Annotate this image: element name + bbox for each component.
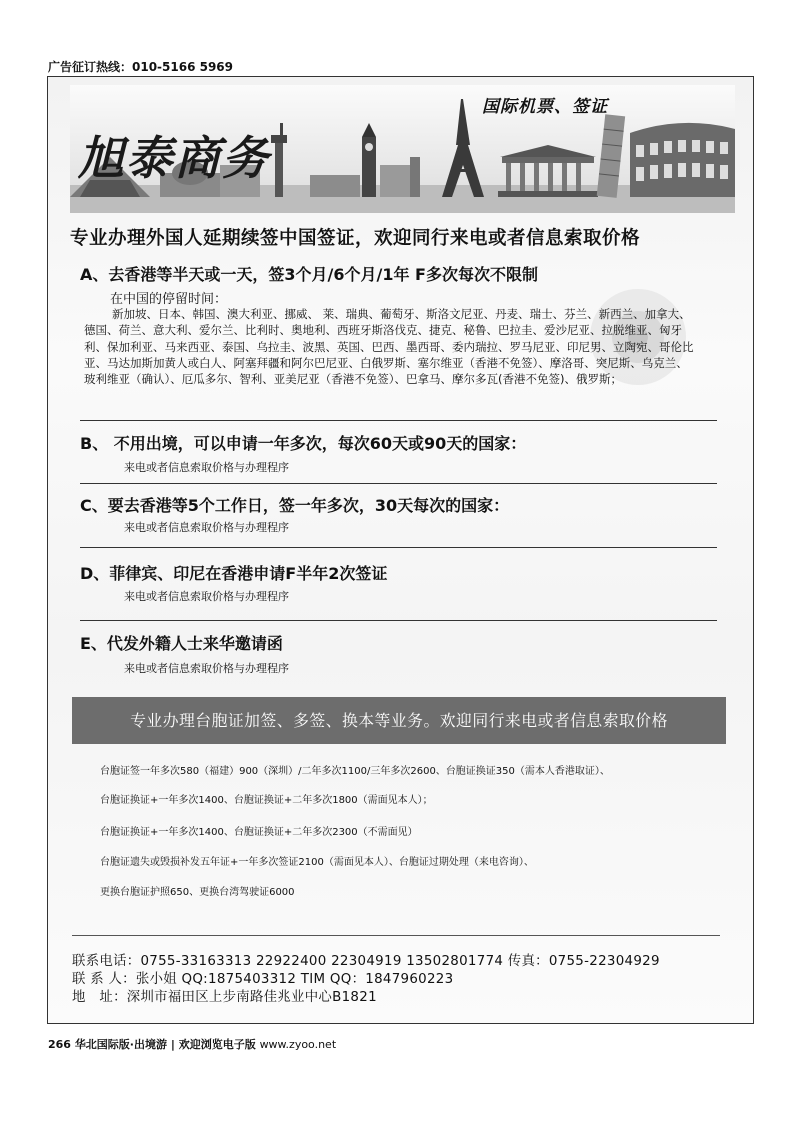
slogan: 国际机票、签证: [482, 97, 608, 117]
taiwan-service-item: 更换台胞证护照650、更换台湾驾驶证6000: [100, 887, 295, 898]
taiwan-service-item: 台胞证换证+一年多次1400、台胞证换证+二年多次1800（需面见本人）；: [100, 795, 433, 806]
page-footer: [48, 1036, 336, 1052]
website-link[interactable]: www.zyoo.net: [259, 1038, 337, 1051]
page-number: 266: [48, 1038, 71, 1051]
taiwan-services-banner: 专业办理台胞证加签、多签、换本等业务。欢迎同行来电或者信息索取价格: [72, 697, 726, 744]
section-d-title: D、菲律宾、印尼在香港申请F半年2次签证: [80, 564, 388, 583]
section-e-subtitle: 来电或者信息索取价格与办理程序: [124, 662, 289, 675]
section-b-subtitle: 来电或者信息索取价格与办理程序: [124, 461, 289, 474]
section-b-title: B、 不用出境，可以申请一年多次，每次60天或90天的国家：: [80, 434, 527, 453]
magazine-name: 华北国际版·出境游: [74, 1038, 167, 1051]
section-d-subtitle: 来电或者信息索取价格与办理程序: [124, 590, 289, 603]
brand-logo-text: 旭泰商务: [78, 131, 270, 185]
divider: [72, 935, 720, 936]
section-a-title: A、去香港等半天或一天，签3个月/6个月/1年 F多次每次不限制: [80, 265, 538, 284]
divider: [80, 483, 717, 484]
divider: [80, 620, 717, 621]
divider: [80, 547, 717, 548]
section-c-title: C、要去香港等5个工作日，签一年多次，30天每次的国家：: [80, 496, 510, 515]
country-list: 新加坡、日本、韩国、澳大利亚、挪威、 莱、瑞典、葡萄牙、斯洛文尼亚、丹麦、瑞士、芬兰、新西兰、加拿大、德国、荷兰、意大利、爱尔兰、比利时、奥地利、西班牙斯洛伐克、捷克、秘鲁、巴拉圭、爱沙尼亚、拉脱维亚、匈牙利、保加利亚、马来西亚、泰国、乌拉圭、波黑、英国、巴西、墨西哥、委内瑞拉、罗马尼亚、印尼男、立陶宛、哥伦比亚、马达加斯加黄人或白人、阿塞拜疆和阿尔巴尼亚、白俄罗斯、塞尔维亚（香港不免签）、摩洛哥、突尼斯、乌克兰、玻利维亚（确认）、厄瓜多尔、智利、亚美尼亚（香港不免签）、巴拿马、摩尔多瓦(香港不免签)、俄罗斯；: [84, 307, 694, 387]
footer-separator: |: [170, 1038, 175, 1051]
stay-duration-label: 在中国的停留时间：: [110, 292, 228, 307]
contact-phone: 联系电话：0755-33163313 22922400 22304919 13502801774 传真：0755-22304929: [72, 954, 660, 969]
section-e-title: E、代发外籍人士来华邀请函: [80, 634, 283, 653]
headline: 专业办理外国人延期续签中国签证，欢迎同行来电或者信息索取价格: [70, 228, 641, 249]
contact-address: 地 址：深圳市福田区上步南路佳兆业中心B1821: [72, 990, 377, 1005]
taiwan-service-item: 台胞证签一年多次580（福建）900（深圳）/二年多次1100/三年多次2600、台胞证换证350（需本人香港取证）、: [100, 766, 610, 777]
divider: [80, 420, 717, 421]
footer-promo: 欢迎浏览电子版: [178, 1038, 256, 1051]
contact-person: 联 系 人：张小姐 QQ:1875403312 TIM QQ：1847960223: [72, 972, 454, 987]
taiwan-service-item: 台胞证遗失或毁损补发五年证+一年多次签证2100（需面见本人）、台胞证过期处理（来电咨询）、: [100, 857, 534, 868]
taiwan-service-item: 台胞证换证+一年多次1400、台胞证换证+二年多次2300（不需面见）: [100, 827, 418, 838]
section-c-subtitle: 来电或者信息索取价格与办理程序: [124, 521, 289, 534]
ad-hotline: 广告征订热线：010-5166 5969: [48, 60, 234, 74]
ad-frame: [47, 76, 754, 1024]
